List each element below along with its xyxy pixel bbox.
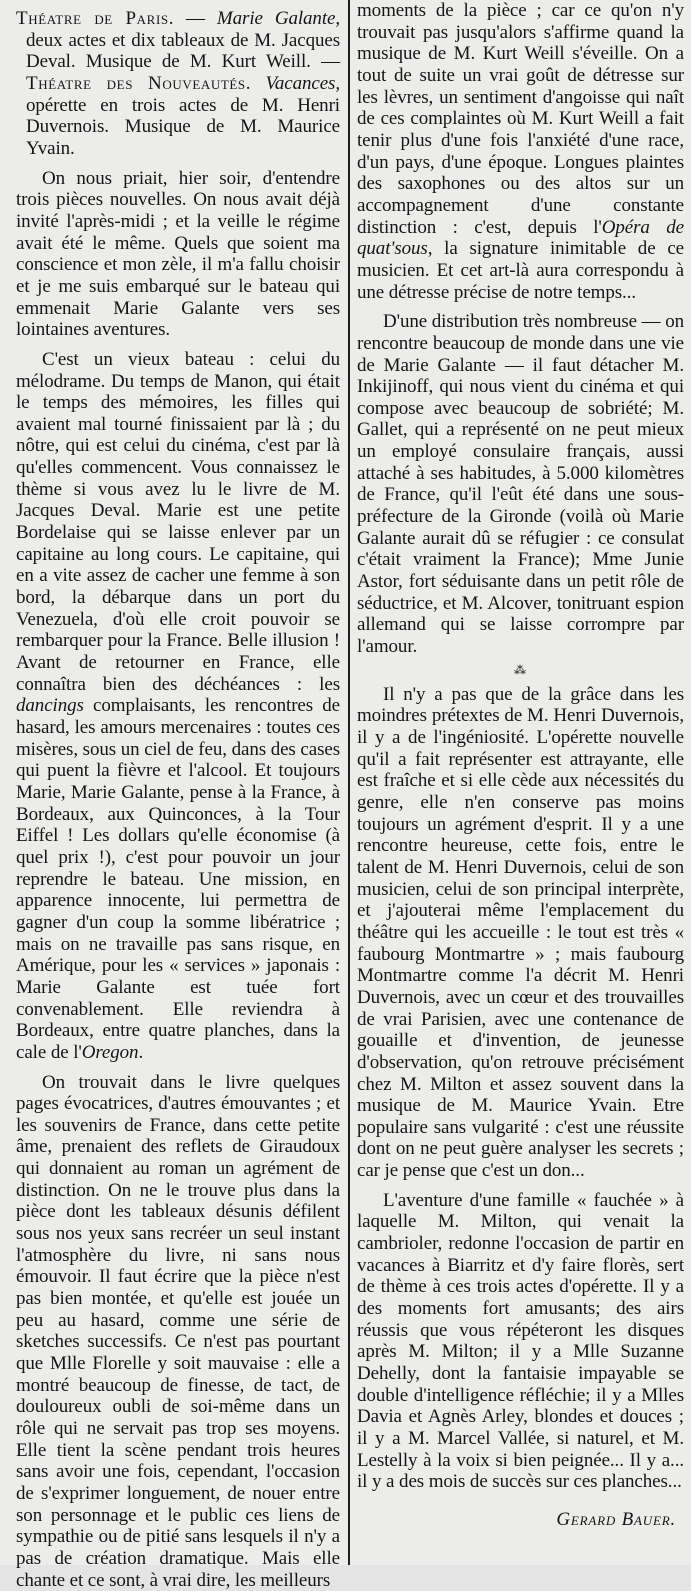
paragraph-1: On nous priait, hier soir, d'entendre trois pièces nouvelles. On nous avait déjà invité l'après-midi ; et la veille le régime avait été le même. Quels que soient ma conscience et mon zèle, il m'a fallu choisir et je me suis embarqué sur le bateau qui emmenait Marie Galante vers ses lointaines aventures. — [16, 168, 340, 341]
play-title-1: Marie Galante, — [217, 8, 340, 29]
italic-oregon: Oregon — [82, 1042, 139, 1063]
separator-2: — — [311, 51, 340, 72]
paragraph-4: D'une distribution très nombreuse — on rencontre beaucoup de monde dans une vie de Marie Galante — il faut détacher M. Inkijinoff, qui nous vient du cinéma et qui compose avec beaucoup de sobriété; M. Gallet, qui a représenté on ne peut mieux un employé consulaire français, aussi attaché à ses habitudes, à 5.000 kilomètres de France, qu'il l'eût été dans une sous-préfecture de la Gironde (voilà où Marie Galante aurait dû se réfugier : ce consulat c'était vraiment la France); Mme Junie Astor, fort séduisante dans un petit rôle de séductrice, et M. Alcover, tonitruant espion allemand qui se laisse corrompre par l'amour. — [357, 311, 684, 658]
play-title-2: Vacances, — [265, 73, 340, 94]
right-column — [353, 0, 688, 1565]
paragraph-3-end: , la signature inimitable de ce musicien. Et cet art-là aura correspondu à une détresse précise de notre temps... — [357, 238, 684, 302]
column-rule — [348, 0, 350, 1565]
italic-title-opera: Opéra de quat'sous — [357, 217, 684, 260]
play-description-2: opérette en trois actes de M. Henri Duvernois. Musique de M. Maurice Yvain. — [26, 95, 340, 159]
author-signature — [357, 1509, 684, 1531]
paragraph-3-continued: moments de la pièce ; car ce qu'on n'y trouvait pas jusqu'alors s'affirme quand la musique de M. Kurt Weill s'éveille. On a tout de suite un vrai goût de détresse sur les lèvres, un sentiment d'angoisse qui naît de ces complaintes où M. Kurt Weill a fait tenir plus d'une fois l'anxiété d'une race, d'un pays, d'une époque. Longues plaintes des saxophones ou des altos sur un accompagnement d'une constante distinction : c'est, depuis l' — [357, 0, 684, 238]
section-break-asterism: ⁂ — [357, 664, 684, 676]
review-header — [16, 8, 340, 160]
theatre-name-1: Théatre de Paris. — [16, 8, 174, 29]
theatre-name-2: Théatre des Nouveautés. — [26, 73, 251, 94]
paragraph-5: Il n'y a pas que de la grâce dans les moindres prétextes de M. Henri Duvernois, il y a de l'ingéniosité. L'opérette nouvelle qu'il a fait représenter est attrayante, elle est fraîche et si elle cède aux nécessités du genre, elle n'en conserve pas moins toujours un agrément d'esprit. Il y a une rencontre heureuse, cette fois, entre le talent de M. Henri Duvernois, celui de son musicien, celui de son principal interprète, et j'ajouterai même l'emplacement du théâtre qui les accueille : le tout est très « faubourg Montmartre » ; mais faubourg Montmartre comme l'a décrit M. Henri Duvernois, avec un cœur et des trouvailles de vrai Parisien, avec une contenance de gouaille et d'invention, de jeunesse d'observation, qu'on retrouve précisément chez M. Milton et assez souvent dans la musique de M. Maurice Yvain. Etre populaire sans vulgarité : c'est une réussite dont on ne peut guère analyser les secrets ; car je pense que c'est un don... — [357, 684, 684, 1182]
italic-dancings: dancings — [16, 695, 84, 716]
play-description-1: deux actes et dix tableaux de M. Jacques Deval. Musique de M. Kurt Weill. — [26, 30, 340, 73]
paragraph-3-part-1: On trouvait dans le livre quelques pages évocatrices, d'autres émouvantes ; et les souvenirs de France, dans cette petite âme, prenaient des reflets de Giraudoux qui donnaient au roman un agrément de distinction. On ne le trouve plus dans la pièce dont les tableaux désunis défilent sous nos yeux sans recréer un seul instant l'atmosphère du livre, ni sans nous émouvoir. Il faut écrire que la pièce n'est pas bien montée, et qu'elle est jouée un peu au hasard, comme une série de sketches successifs. Ce n'est pas pourtant que Mlle Florelle y soit mauvaise : elle a montré beaucoup de finesse, de tact, de douloureux oubli de soi-même dans un rôle qui ne servait pas trop ses moyens. Elle tient la scène pendant trois heures sans avoir une fois, cependant, l'occasion de s'exprimer longuement, de nouer entre son personnage et le public ces liens de sympathie ou de pitié sans lesquels il n'y a pas de création dramatique. Mais elle chante et ce sont, à vrai dire, les meilleurs — [16, 1072, 340, 1591]
paragraph-2: C'est un vieux bateau : celui du mélodrame. Du temps de Manon, qui était le temps des mémoires, les filles qui avaient mal tourné finissaient par là ; du nôtre, qui est celui du cinéma, c'est par là qu'elles commencent. Vous connaissez le thème si vous avez lu le livre de M. Jacques Deval. Marie est une petite Bordelaise qui se laisse enlever par un capitaine au long cours. Le capitaine, qui en a vite assez de cacher une femme à son bord, la débarque dans un port du Venezuela, d'où elle croit pouvoir se rembarquer pour la France. Belle illusion ! Avant de retourner en France, elle connaîtra bien des déchéances : les dancings complaisants, les rencontres de hasard, les amours mercenaires : toutes ces misères, sous un ciel de feu, dans des cases qui puent la fièvre et l'alcool. Et toujours Marie, Marie Galante, pense à la France, à Bordeaux, aux Quinconces, à la Tour Eiffel ! Les dollars qu'elle économise (à quel prix !), c'est pour pouvoir un jour reprendre le bateau. Une mission, en apparence innocente, lui permettra de gagner d'un coup la somme libératrice ; mais on ne travaille pas sans risque, en Amérique, pour les « services » japonais : Marie Galante est tuée fort convenablement. Elle reviendra à Bordeaux, entre quatre planches, dans la cale de l'Oregon. — [16, 349, 340, 1064]
paragraph-6: L'aventure d'une famille « fauchée » à laquelle M. Milton, qui venait la cambrioler, redonne l'occasion de partir en vacances à Biarritz et d'y faire florès, sert de thème à ces trois actes d'opérette. Il y a des moments fort amusants; des airs réussis que vous répéteront les disques après M. Milton; il y a Mlle Suzanne Dehelly, dont la fantaisie impayable se double d'intelligence réfléchie; il y a Mlles Davia et Agnès Arley, blondes et douces ; il y a M. Marcel Vallée, si naturel, et M. Lestelly à la voix si bien peignée... Il y a... il y a des mois de succès sur ces planches... — [357, 1190, 684, 1493]
separator-1: — — [174, 8, 217, 29]
left-column — [6, 0, 346, 1565]
author-name: Gerard Bauer. — [556, 1509, 676, 1530]
paragraph-3-part-2 — [357, 0, 684, 303]
